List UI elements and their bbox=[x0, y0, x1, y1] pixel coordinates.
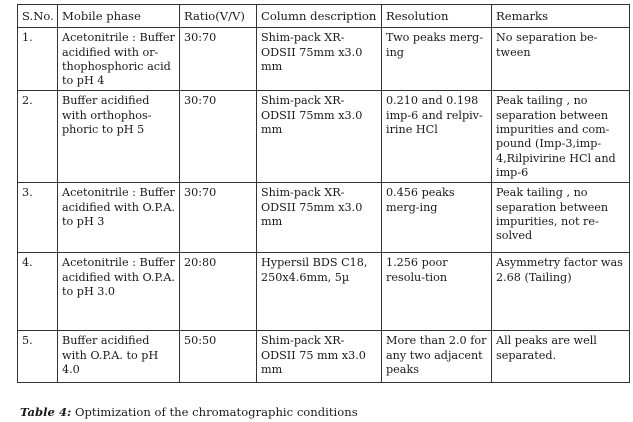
caption-label: Table 4: bbox=[20, 405, 72, 419]
optimization-table bbox=[17, 4, 630, 383]
cell-ratio: 50:50 bbox=[180, 331, 257, 383]
header-remarks: Remarks bbox=[492, 5, 630, 28]
cell-remarks: Asymmetry factor was 2.68 (Tailing) bbox=[492, 253, 630, 331]
header-resolution: Resolution bbox=[382, 5, 492, 28]
table-row bbox=[18, 183, 630, 253]
cell-remarks: All peaks are well separated. bbox=[492, 331, 630, 383]
cell-column: Shim-pack XR-ODSII 75mm x3.0 mm bbox=[257, 28, 382, 91]
cell-column: Hypersil BDS C18, 250x4.6mm, 5µ bbox=[257, 253, 382, 331]
cell-ratio: 30:70 bbox=[180, 91, 257, 183]
cell-column: Shim-pack XR-ODSII 75 mm x3.0 mm bbox=[257, 331, 382, 383]
cell-remarks: Peak tailing , no separation between impurities and com-pound (Imp-3,imp-4,Rilpivirine HCl and imp-6 bbox=[492, 91, 630, 183]
table-row bbox=[18, 28, 630, 91]
cell-sno: 4. bbox=[18, 253, 58, 331]
cell-sno: 3. bbox=[18, 183, 58, 253]
header-ratio: Ratio(V/V) bbox=[180, 5, 257, 28]
cell-resolution: 0.456 peaks merg-ing bbox=[382, 183, 492, 253]
header-mobile-phase: Mobile phase bbox=[58, 5, 180, 28]
table-header-row bbox=[18, 5, 630, 28]
cell-ratio: 30:70 bbox=[180, 28, 257, 91]
cell-column: Shim-pack XR-ODSII 75mm x3.0 mm bbox=[257, 183, 382, 253]
cell-resolution: 0.210 and 0.198 imp-6 and relpiv-irine HCl bbox=[382, 91, 492, 183]
cell-mobile-phase: Buffer acidified with orthophos-phoric to pH 5 bbox=[58, 91, 180, 183]
header-column-description: Column description bbox=[257, 5, 382, 28]
cell-resolution: 1.256 poor resolu-tion bbox=[382, 253, 492, 331]
cell-sno: 5. bbox=[18, 331, 58, 383]
table-row bbox=[18, 253, 630, 331]
cell-column: Shim-pack XR-ODSII 75mm x3.0 mm bbox=[257, 91, 382, 183]
cell-resolution: Two peaks merg-ing bbox=[382, 28, 492, 91]
caption-text: Optimization of the chromatographic conditions bbox=[71, 405, 358, 419]
cell-mobile-phase: Acetonitrile : Buffer acidified with O.P.A. to pH 3 bbox=[58, 183, 180, 253]
cell-ratio: 30:70 bbox=[180, 183, 257, 253]
table-caption bbox=[20, 405, 358, 419]
header-sno: S.No. bbox=[18, 5, 58, 28]
document-body bbox=[17, 4, 629, 383]
cell-mobile-phase: Buffer acidified with O.P.A. to pH 4.0 bbox=[58, 331, 180, 383]
table-row bbox=[18, 331, 630, 383]
cell-mobile-phase: Acetonitrile : Buffer acidified with or-thophosphoric acid to pH 4 bbox=[58, 28, 180, 91]
cell-resolution: More than 2.0 for any two adjacent peaks bbox=[382, 331, 492, 383]
cell-mobile-phase: Acetonitrile : Buffer acidified with O.P.A. to pH 3.0 bbox=[58, 253, 180, 331]
cell-remarks: No separation be-tween bbox=[492, 28, 630, 91]
cell-ratio: 20:80 bbox=[180, 253, 257, 331]
cell-sno: 2. bbox=[18, 91, 58, 183]
table-row bbox=[18, 91, 630, 183]
cell-remarks: Peak tailing , no separation between impurities, not re-solved bbox=[492, 183, 630, 253]
cell-sno: 1. bbox=[18, 28, 58, 91]
